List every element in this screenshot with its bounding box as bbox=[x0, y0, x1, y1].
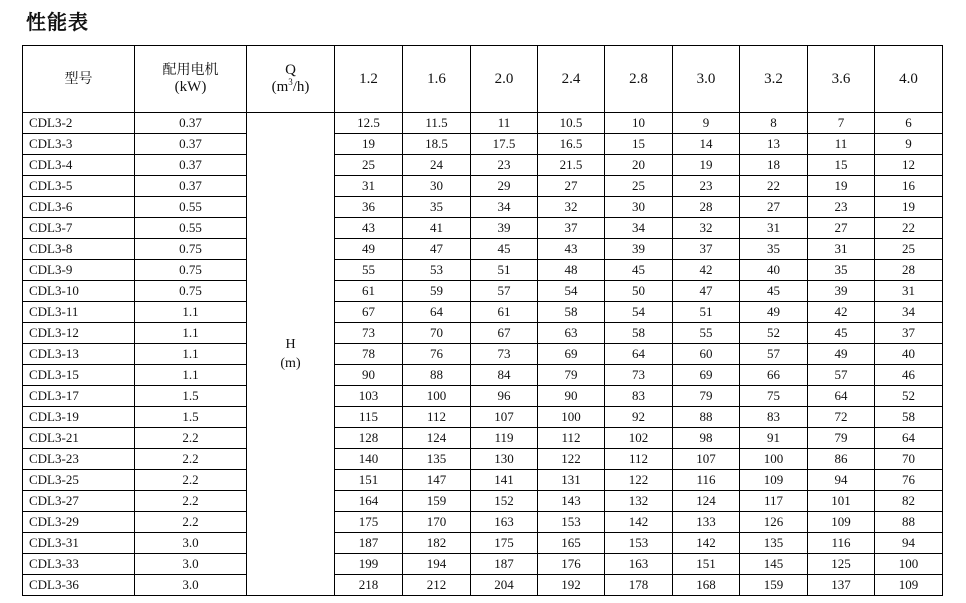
head-value-cell: 19 bbox=[335, 134, 403, 155]
head-value-cell: 15 bbox=[808, 155, 875, 176]
head-value-cell: 25 bbox=[875, 239, 943, 260]
head-value-cell: 151 bbox=[673, 554, 740, 575]
head-value-cell: 204 bbox=[471, 575, 538, 596]
head-value-cell: 14 bbox=[673, 134, 740, 155]
model-cell: CDL3-19 bbox=[23, 407, 135, 428]
head-value-cell: 153 bbox=[605, 533, 673, 554]
motor-kw-cell: 1.1 bbox=[135, 302, 247, 323]
table-row bbox=[23, 428, 943, 449]
head-value-cell: 103 bbox=[335, 386, 403, 407]
head-value-cell: 137 bbox=[808, 575, 875, 596]
head-value-cell: 182 bbox=[403, 533, 471, 554]
motor-kw-cell: 1.1 bbox=[135, 344, 247, 365]
h-unit: (m) bbox=[280, 356, 301, 371]
head-value-cell: 145 bbox=[740, 554, 808, 575]
head-value-cell: 12 bbox=[875, 155, 943, 176]
head-label-cell bbox=[247, 113, 335, 596]
head-value-cell: 79 bbox=[673, 386, 740, 407]
head-value-cell: 40 bbox=[875, 344, 943, 365]
model-cell: CDL3-21 bbox=[23, 428, 135, 449]
head-value-cell: 66 bbox=[740, 365, 808, 386]
head-value-cell: 37 bbox=[538, 218, 605, 239]
head-value-cell: 152 bbox=[471, 491, 538, 512]
head-value-cell: 107 bbox=[673, 449, 740, 470]
head-value-cell: 50 bbox=[605, 281, 673, 302]
head-value-cell: 100 bbox=[403, 386, 471, 407]
motor-kw-cell: 1.1 bbox=[135, 365, 247, 386]
motor-kw-cell: 1.5 bbox=[135, 386, 247, 407]
model-cell: CDL3-10 bbox=[23, 281, 135, 302]
head-value-cell: 21.5 bbox=[538, 155, 605, 176]
head-value-cell: 31 bbox=[808, 239, 875, 260]
head-value-cell: 51 bbox=[673, 302, 740, 323]
head-value-cell: 45 bbox=[808, 323, 875, 344]
head-value-cell: 49 bbox=[808, 344, 875, 365]
head-value-cell: 76 bbox=[875, 470, 943, 491]
head-value-cell: 199 bbox=[335, 554, 403, 575]
head-value-cell: 41 bbox=[403, 218, 471, 239]
head-value-cell: 53 bbox=[403, 260, 471, 281]
head-value-cell: 32 bbox=[673, 218, 740, 239]
head-value-cell: 73 bbox=[605, 365, 673, 386]
table-row bbox=[23, 575, 943, 596]
model-cell: CDL3-36 bbox=[23, 575, 135, 596]
model-cell: CDL3-17 bbox=[23, 386, 135, 407]
head-value-cell: 16.5 bbox=[538, 134, 605, 155]
head-value-cell: 163 bbox=[471, 512, 538, 533]
model-cell: CDL3-13 bbox=[23, 344, 135, 365]
head-value-cell: 8 bbox=[740, 113, 808, 134]
head-value-cell: 11.5 bbox=[403, 113, 471, 134]
head-value-cell: 31 bbox=[875, 281, 943, 302]
head-value-cell: 142 bbox=[605, 512, 673, 533]
head-value-cell: 55 bbox=[335, 260, 403, 281]
head-value-cell: 187 bbox=[335, 533, 403, 554]
motor-kw-cell: 2.2 bbox=[135, 449, 247, 470]
head-value-cell: 109 bbox=[808, 512, 875, 533]
head-value-cell: 90 bbox=[335, 365, 403, 386]
head-value-cell: 132 bbox=[605, 491, 673, 512]
model-cell: CDL3-27 bbox=[23, 491, 135, 512]
head-value-cell: 187 bbox=[471, 554, 538, 575]
head-value-cell: 178 bbox=[605, 575, 673, 596]
motor-kw-cell: 0.37 bbox=[135, 134, 247, 155]
head-value-cell: 91 bbox=[740, 428, 808, 449]
model-cell: CDL3-5 bbox=[23, 176, 135, 197]
head-value-cell: 19 bbox=[808, 176, 875, 197]
head-value-cell: 45 bbox=[605, 260, 673, 281]
head-value-cell: 165 bbox=[538, 533, 605, 554]
head-value-cell: 122 bbox=[538, 449, 605, 470]
motor-kw-cell: 2.2 bbox=[135, 428, 247, 449]
flow-header: 3.6 bbox=[808, 46, 875, 113]
head-value-cell: 176 bbox=[538, 554, 605, 575]
head-value-cell: 94 bbox=[808, 470, 875, 491]
head-value-cell: 75 bbox=[740, 386, 808, 407]
head-value-cell: 11 bbox=[808, 134, 875, 155]
table-row bbox=[23, 533, 943, 554]
table-row bbox=[23, 386, 943, 407]
head-value-cell: 112 bbox=[538, 428, 605, 449]
model-cell: CDL3-12 bbox=[23, 323, 135, 344]
head-value-cell: 88 bbox=[403, 365, 471, 386]
head-value-cell: 86 bbox=[808, 449, 875, 470]
head-value-cell: 133 bbox=[673, 512, 740, 533]
head-value-cell: 24 bbox=[403, 155, 471, 176]
model-cell: CDL3-11 bbox=[23, 302, 135, 323]
head-value-cell: 34 bbox=[875, 302, 943, 323]
head-value-cell: 42 bbox=[673, 260, 740, 281]
head-value-cell: 28 bbox=[875, 260, 943, 281]
head-value-cell: 83 bbox=[740, 407, 808, 428]
head-value-cell: 119 bbox=[471, 428, 538, 449]
header-row bbox=[23, 46, 943, 113]
head-value-cell: 57 bbox=[808, 365, 875, 386]
model-header: 型号 bbox=[23, 46, 135, 113]
head-value-cell: 23 bbox=[471, 155, 538, 176]
head-value-cell: 109 bbox=[740, 470, 808, 491]
table-row bbox=[23, 281, 943, 302]
table-row bbox=[23, 197, 943, 218]
head-value-cell: 18.5 bbox=[403, 134, 471, 155]
head-value-cell: 69 bbox=[538, 344, 605, 365]
head-value-cell: 141 bbox=[471, 470, 538, 491]
head-value-cell: 46 bbox=[875, 365, 943, 386]
head-value-cell: 101 bbox=[808, 491, 875, 512]
model-cell: CDL3-15 bbox=[23, 365, 135, 386]
head-value-cell: 143 bbox=[538, 491, 605, 512]
table-row bbox=[23, 260, 943, 281]
head-value-cell: 92 bbox=[605, 407, 673, 428]
head-value-cell: 194 bbox=[403, 554, 471, 575]
head-value-cell: 55 bbox=[673, 323, 740, 344]
head-value-cell: 39 bbox=[808, 281, 875, 302]
head-value-cell: 135 bbox=[403, 449, 471, 470]
head-value-cell: 128 bbox=[335, 428, 403, 449]
head-value-cell: 58 bbox=[875, 407, 943, 428]
head-value-cell: 31 bbox=[335, 176, 403, 197]
head-value-cell: 9 bbox=[673, 113, 740, 134]
head-value-cell: 175 bbox=[335, 512, 403, 533]
table-row bbox=[23, 365, 943, 386]
head-value-cell: 34 bbox=[471, 197, 538, 218]
table-row bbox=[23, 176, 943, 197]
head-value-cell: 51 bbox=[471, 260, 538, 281]
head-value-cell: 39 bbox=[605, 239, 673, 260]
head-value-cell: 112 bbox=[403, 407, 471, 428]
flow-header: 3.2 bbox=[740, 46, 808, 113]
head-value-cell: 57 bbox=[740, 344, 808, 365]
head-value-cell: 35 bbox=[808, 260, 875, 281]
head-value-cell: 63 bbox=[538, 323, 605, 344]
model-cell: CDL3-25 bbox=[23, 470, 135, 491]
head-value-cell: 90 bbox=[538, 386, 605, 407]
head-value-cell: 135 bbox=[740, 533, 808, 554]
model-cell: CDL3-29 bbox=[23, 512, 135, 533]
head-value-cell: 22 bbox=[740, 176, 808, 197]
motor-kw-cell: 1.5 bbox=[135, 407, 247, 428]
model-cell: CDL3-33 bbox=[23, 554, 135, 575]
table-row bbox=[23, 218, 943, 239]
head-value-cell: 60 bbox=[673, 344, 740, 365]
head-value-cell: 59 bbox=[403, 281, 471, 302]
head-value-cell: 20 bbox=[605, 155, 673, 176]
head-value-cell: 19 bbox=[875, 197, 943, 218]
head-value-cell: 43 bbox=[335, 218, 403, 239]
head-value-cell: 109 bbox=[875, 575, 943, 596]
head-value-cell: 72 bbox=[808, 407, 875, 428]
head-value-cell: 28 bbox=[673, 197, 740, 218]
head-value-cell: 7 bbox=[808, 113, 875, 134]
head-value-cell: 49 bbox=[335, 239, 403, 260]
table-row bbox=[23, 491, 943, 512]
head-value-cell: 79 bbox=[808, 428, 875, 449]
head-value-cell: 73 bbox=[335, 323, 403, 344]
head-value-cell: 22 bbox=[875, 218, 943, 239]
head-value-cell: 69 bbox=[673, 365, 740, 386]
head-value-cell: 84 bbox=[471, 365, 538, 386]
head-value-cell: 52 bbox=[875, 386, 943, 407]
head-value-cell: 18 bbox=[740, 155, 808, 176]
head-value-cell: 142 bbox=[673, 533, 740, 554]
table-body bbox=[23, 113, 943, 596]
model-cell: CDL3-23 bbox=[23, 449, 135, 470]
head-value-cell: 61 bbox=[335, 281, 403, 302]
table-row bbox=[23, 470, 943, 491]
head-value-cell: 30 bbox=[403, 176, 471, 197]
head-value-cell: 16 bbox=[875, 176, 943, 197]
q-unit: $(m^3/h)$ bbox=[271, 77, 310, 95]
model-cell: CDL3-31 bbox=[23, 533, 135, 554]
table-row bbox=[23, 407, 943, 428]
head-value-cell: 73 bbox=[471, 344, 538, 365]
head-value-cell: 6 bbox=[875, 113, 943, 134]
motor-kw-cell: 3.0 bbox=[135, 533, 247, 554]
motor-header bbox=[135, 46, 247, 113]
head-value-cell: 116 bbox=[673, 470, 740, 491]
head-value-cell: 12.5 bbox=[335, 113, 403, 134]
motor-kw-cell: 0.37 bbox=[135, 176, 247, 197]
head-value-cell: 125 bbox=[808, 554, 875, 575]
motor-kw-cell: 0.75 bbox=[135, 239, 247, 260]
motor-label: 配用电机 bbox=[162, 62, 219, 78]
head-value-cell: 115 bbox=[335, 407, 403, 428]
head-value-cell: 47 bbox=[673, 281, 740, 302]
head-value-cell: 48 bbox=[538, 260, 605, 281]
head-value-cell: 140 bbox=[335, 449, 403, 470]
table-row bbox=[23, 512, 943, 533]
head-value-cell: 13 bbox=[740, 134, 808, 155]
head-value-cell: 61 bbox=[471, 302, 538, 323]
q-header bbox=[247, 46, 335, 113]
model-cell: CDL3-3 bbox=[23, 134, 135, 155]
head-value-cell: 30 bbox=[605, 197, 673, 218]
table-row bbox=[23, 113, 943, 134]
head-value-cell: 10.5 bbox=[538, 113, 605, 134]
motor-kw-cell: 0.55 bbox=[135, 197, 247, 218]
head-value-cell: 88 bbox=[673, 407, 740, 428]
head-value-cell: 116 bbox=[808, 533, 875, 554]
motor-kw-cell: 3.0 bbox=[135, 554, 247, 575]
head-value-cell: 78 bbox=[335, 344, 403, 365]
head-value-cell: 88 bbox=[875, 512, 943, 533]
head-value-cell: 25 bbox=[605, 176, 673, 197]
table-row bbox=[23, 239, 943, 260]
head-value-cell: 159 bbox=[740, 575, 808, 596]
head-value-cell: 37 bbox=[673, 239, 740, 260]
head-value-cell: 70 bbox=[403, 323, 471, 344]
head-value-cell: 9 bbox=[875, 134, 943, 155]
head-value-cell: 27 bbox=[538, 176, 605, 197]
head-value-cell: 29 bbox=[471, 176, 538, 197]
motor-kw-cell: 1.1 bbox=[135, 323, 247, 344]
head-value-cell: 23 bbox=[673, 176, 740, 197]
head-value-cell: 70 bbox=[875, 449, 943, 470]
motor-kw-cell: 0.37 bbox=[135, 113, 247, 134]
q-label: Q bbox=[285, 62, 296, 78]
head-value-cell: 11 bbox=[471, 113, 538, 134]
head-value-cell: 164 bbox=[335, 491, 403, 512]
motor-kw-cell: 2.2 bbox=[135, 491, 247, 512]
model-cell: CDL3-9 bbox=[23, 260, 135, 281]
head-value-cell: 83 bbox=[605, 386, 673, 407]
flow-header: 1.2 bbox=[335, 46, 403, 113]
head-value-cell: 37 bbox=[875, 323, 943, 344]
head-value-cell: 27 bbox=[808, 218, 875, 239]
head-value-cell: 64 bbox=[403, 302, 471, 323]
head-value-cell: 27 bbox=[740, 197, 808, 218]
motor-kw-cell: 0.75 bbox=[135, 260, 247, 281]
head-value-cell: 40 bbox=[740, 260, 808, 281]
head-value-cell: 52 bbox=[740, 323, 808, 344]
head-value-cell: 131 bbox=[538, 470, 605, 491]
motor-kw-cell: 2.2 bbox=[135, 512, 247, 533]
performance-table bbox=[22, 45, 943, 596]
head-value-cell: 175 bbox=[471, 533, 538, 554]
table-row bbox=[23, 323, 943, 344]
head-value-cell: 67 bbox=[471, 323, 538, 344]
head-value-cell: 42 bbox=[808, 302, 875, 323]
head-value-cell: 58 bbox=[538, 302, 605, 323]
head-value-cell: 163 bbox=[605, 554, 673, 575]
head-value-cell: 35 bbox=[403, 197, 471, 218]
head-value-cell: 47 bbox=[403, 239, 471, 260]
head-value-cell: 17.5 bbox=[471, 134, 538, 155]
table-row bbox=[23, 344, 943, 365]
head-value-cell: 35 bbox=[740, 239, 808, 260]
head-value-cell: 76 bbox=[403, 344, 471, 365]
head-value-cell: 94 bbox=[875, 533, 943, 554]
flow-header: 2.0 bbox=[471, 46, 538, 113]
flow-header: 3.0 bbox=[673, 46, 740, 113]
head-value-cell: 58 bbox=[605, 323, 673, 344]
head-value-cell: 170 bbox=[403, 512, 471, 533]
model-cell: CDL3-2 bbox=[23, 113, 135, 134]
model-cell: CDL3-6 bbox=[23, 197, 135, 218]
head-value-cell: 212 bbox=[403, 575, 471, 596]
head-value-cell: 117 bbox=[740, 491, 808, 512]
head-value-cell: 96 bbox=[471, 386, 538, 407]
head-value-cell: 25 bbox=[335, 155, 403, 176]
head-value-cell: 192 bbox=[538, 575, 605, 596]
head-value-cell: 10 bbox=[605, 113, 673, 134]
head-value-cell: 67 bbox=[335, 302, 403, 323]
table-row bbox=[23, 134, 943, 155]
model-cell: CDL3-4 bbox=[23, 155, 135, 176]
head-value-cell: 147 bbox=[403, 470, 471, 491]
head-value-cell: 39 bbox=[471, 218, 538, 239]
head-value-cell: 102 bbox=[605, 428, 673, 449]
head-value-cell: 15 bbox=[605, 134, 673, 155]
motor-kw-cell: 2.2 bbox=[135, 470, 247, 491]
head-value-cell: 153 bbox=[538, 512, 605, 533]
head-value-cell: 124 bbox=[403, 428, 471, 449]
motor-kw-cell: 3.0 bbox=[135, 575, 247, 596]
head-value-cell: 45 bbox=[471, 239, 538, 260]
head-value-cell: 107 bbox=[471, 407, 538, 428]
flow-header: 4.0 bbox=[875, 46, 943, 113]
head-value-cell: 64 bbox=[808, 386, 875, 407]
head-value-cell: 36 bbox=[335, 197, 403, 218]
motor-kw-cell: 0.55 bbox=[135, 218, 247, 239]
head-value-cell: 98 bbox=[673, 428, 740, 449]
head-value-cell: 124 bbox=[673, 491, 740, 512]
head-value-cell: 151 bbox=[335, 470, 403, 491]
head-value-cell: 32 bbox=[538, 197, 605, 218]
head-value-cell: 122 bbox=[605, 470, 673, 491]
head-value-cell: 34 bbox=[605, 218, 673, 239]
flow-header: 1.6 bbox=[403, 46, 471, 113]
head-value-cell: 57 bbox=[471, 281, 538, 302]
head-value-cell: 159 bbox=[403, 491, 471, 512]
head-value-cell: 126 bbox=[740, 512, 808, 533]
motor-kw-cell: 0.37 bbox=[135, 155, 247, 176]
h-label: H bbox=[285, 337, 296, 352]
head-value-cell: 218 bbox=[335, 575, 403, 596]
flow-header: 2.8 bbox=[605, 46, 673, 113]
head-value-cell: 49 bbox=[740, 302, 808, 323]
head-value-cell: 54 bbox=[538, 281, 605, 302]
head-value-cell: 64 bbox=[605, 344, 673, 365]
table-row bbox=[23, 302, 943, 323]
table-row bbox=[23, 554, 943, 575]
head-value-cell: 130 bbox=[471, 449, 538, 470]
head-value-cell: 168 bbox=[673, 575, 740, 596]
head-value-cell: 100 bbox=[740, 449, 808, 470]
head-value-cell: 19 bbox=[673, 155, 740, 176]
table-row bbox=[23, 449, 943, 470]
head-value-cell: 100 bbox=[538, 407, 605, 428]
head-value-cell: 64 bbox=[875, 428, 943, 449]
motor-unit: (kW) bbox=[174, 79, 207, 95]
head-value-cell: 43 bbox=[538, 239, 605, 260]
flow-header: 2.4 bbox=[538, 46, 605, 113]
head-value-cell: 79 bbox=[538, 365, 605, 386]
head-value-cell: 23 bbox=[808, 197, 875, 218]
model-cell: CDL3-8 bbox=[23, 239, 135, 260]
head-value-cell: 82 bbox=[875, 491, 943, 512]
page-title: 性能表 bbox=[26, 10, 89, 34]
table-row bbox=[23, 155, 943, 176]
motor-kw-cell: 0.75 bbox=[135, 281, 247, 302]
head-value-cell: 45 bbox=[740, 281, 808, 302]
head-value-cell: 31 bbox=[740, 218, 808, 239]
head-value-cell: 54 bbox=[605, 302, 673, 323]
head-value-cell: 100 bbox=[875, 554, 943, 575]
head-value-cell: 112 bbox=[605, 449, 673, 470]
model-cell: CDL3-7 bbox=[23, 218, 135, 239]
